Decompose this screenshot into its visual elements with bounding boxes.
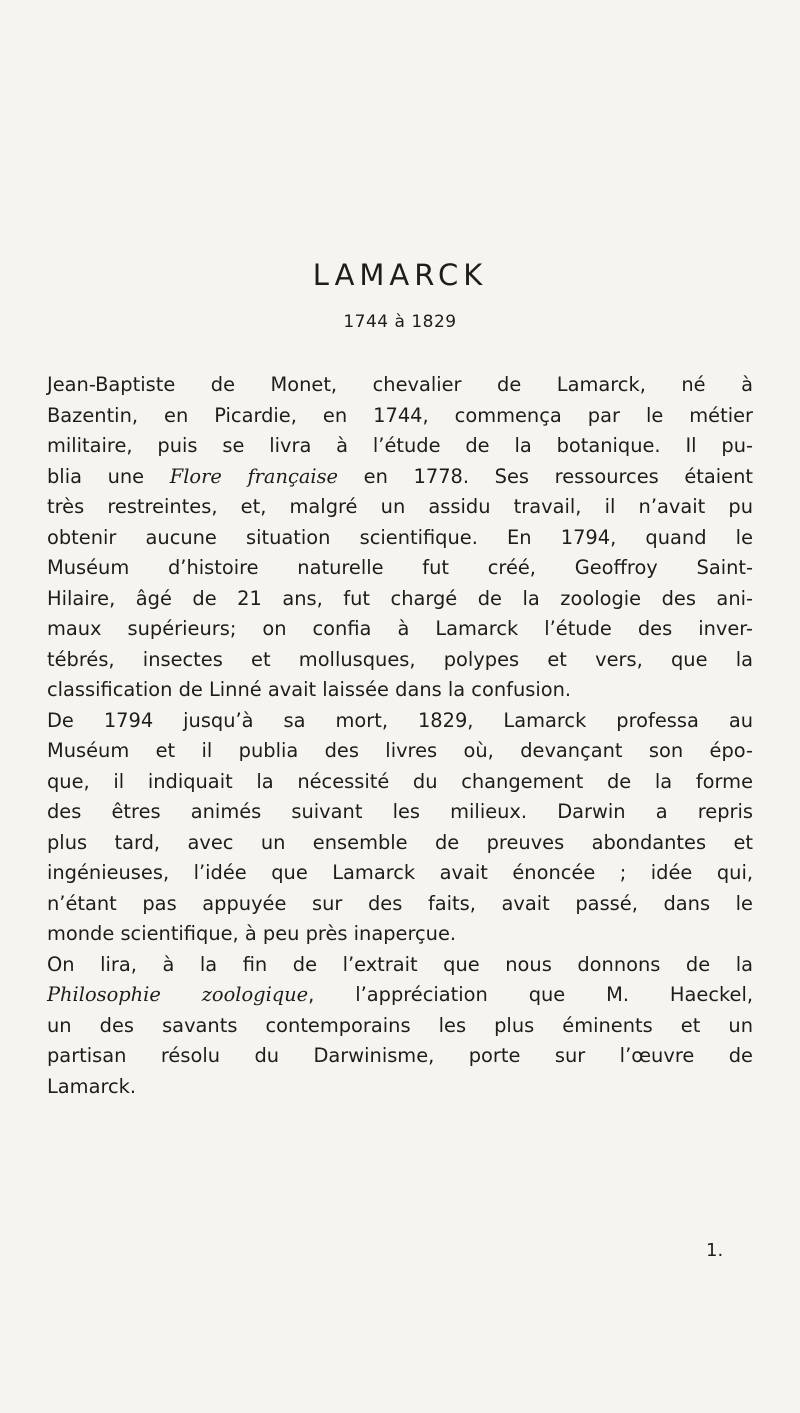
text-segment: blia une	[47, 464, 170, 488]
text-line: des êtres animés suivant les milieux. Darwin a repris	[47, 800, 753, 823]
text-line: plus tard, avec un ensemble de preuves abondantes et	[47, 830, 753, 854]
text-line: n’étant pas appuyée sur des faits, avait passé, dans le	[47, 891, 753, 915]
text-line: Hilaire, âgé de 21 ans, fut chargé de la zoologie des ani-	[47, 586, 753, 610]
text-line: très restreintes, et, malgré un assidu travail, il n’avait pu	[47, 495, 753, 518]
text-line	[47, 980, 753, 1011]
life-dates: 1744 à 1829	[343, 312, 457, 332]
text-line: classification de Linné avait laissée dans la confusion.	[47, 678, 572, 701]
text-line: monde scientifique, à peu près inaperçue.	[47, 922, 457, 945]
text-line: militaire, puis se livra à l’étude de la botanique. Il pu-	[47, 434, 753, 457]
text-line: partisan résolu du Darwinisme, porte sur l’œuvre de	[47, 1044, 753, 1067]
text-line: Bazentin, en Picardie, en 1744, commença par le métier	[47, 403, 753, 427]
text-line: De 1794 jusqu’à sa mort, 1829, Lamarck professa au	[47, 708, 753, 732]
text-line: Muséum et il publia des livres où, devançant son épo-	[47, 739, 753, 762]
text-line: maux supérieurs; on confia à Lamarck l’étude des inver-	[47, 617, 753, 640]
text-line: Jean-Baptiste de Monet, chevalier de Lamarck, né à	[47, 373, 753, 396]
text-line: que, il indiquait la nécessité du changement de la forme	[47, 769, 753, 793]
page-number: 1.	[706, 1240, 724, 1261]
text-line: On lira, à la fin de l’extrait que nous donnons de la	[47, 952, 753, 976]
text-line: Lamarck.	[47, 1074, 137, 1098]
book-title-flore-francaise: Flore française	[169, 464, 339, 488]
text-segment: en 1778. Ses ressources étaient	[338, 464, 753, 488]
text-line: un des savants contemporains les plus éminents et un	[47, 1013, 753, 1037]
text-line: tébrés, insectes et mollusques, polypes et vers, que la	[47, 647, 753, 671]
text-line: Muséum d’histoire naturelle fut créé, Geoffroy Saint-	[47, 556, 753, 579]
page-title: LAMARCK	[312, 258, 488, 292]
book-title-philosophie-zoologique: Philosophie zoologique	[47, 983, 309, 1006]
biography-text	[47, 370, 753, 1102]
text-line: ingénieuses, l’idée que Lamarck avait énoncée ; idée qui,	[47, 861, 753, 884]
text-segment: , l’appréciation que M. Haeckel,	[308, 983, 753, 1006]
text-line: obtenir aucune situation scientifique. En 1794, quand le	[47, 525, 753, 549]
text-line	[47, 462, 753, 493]
